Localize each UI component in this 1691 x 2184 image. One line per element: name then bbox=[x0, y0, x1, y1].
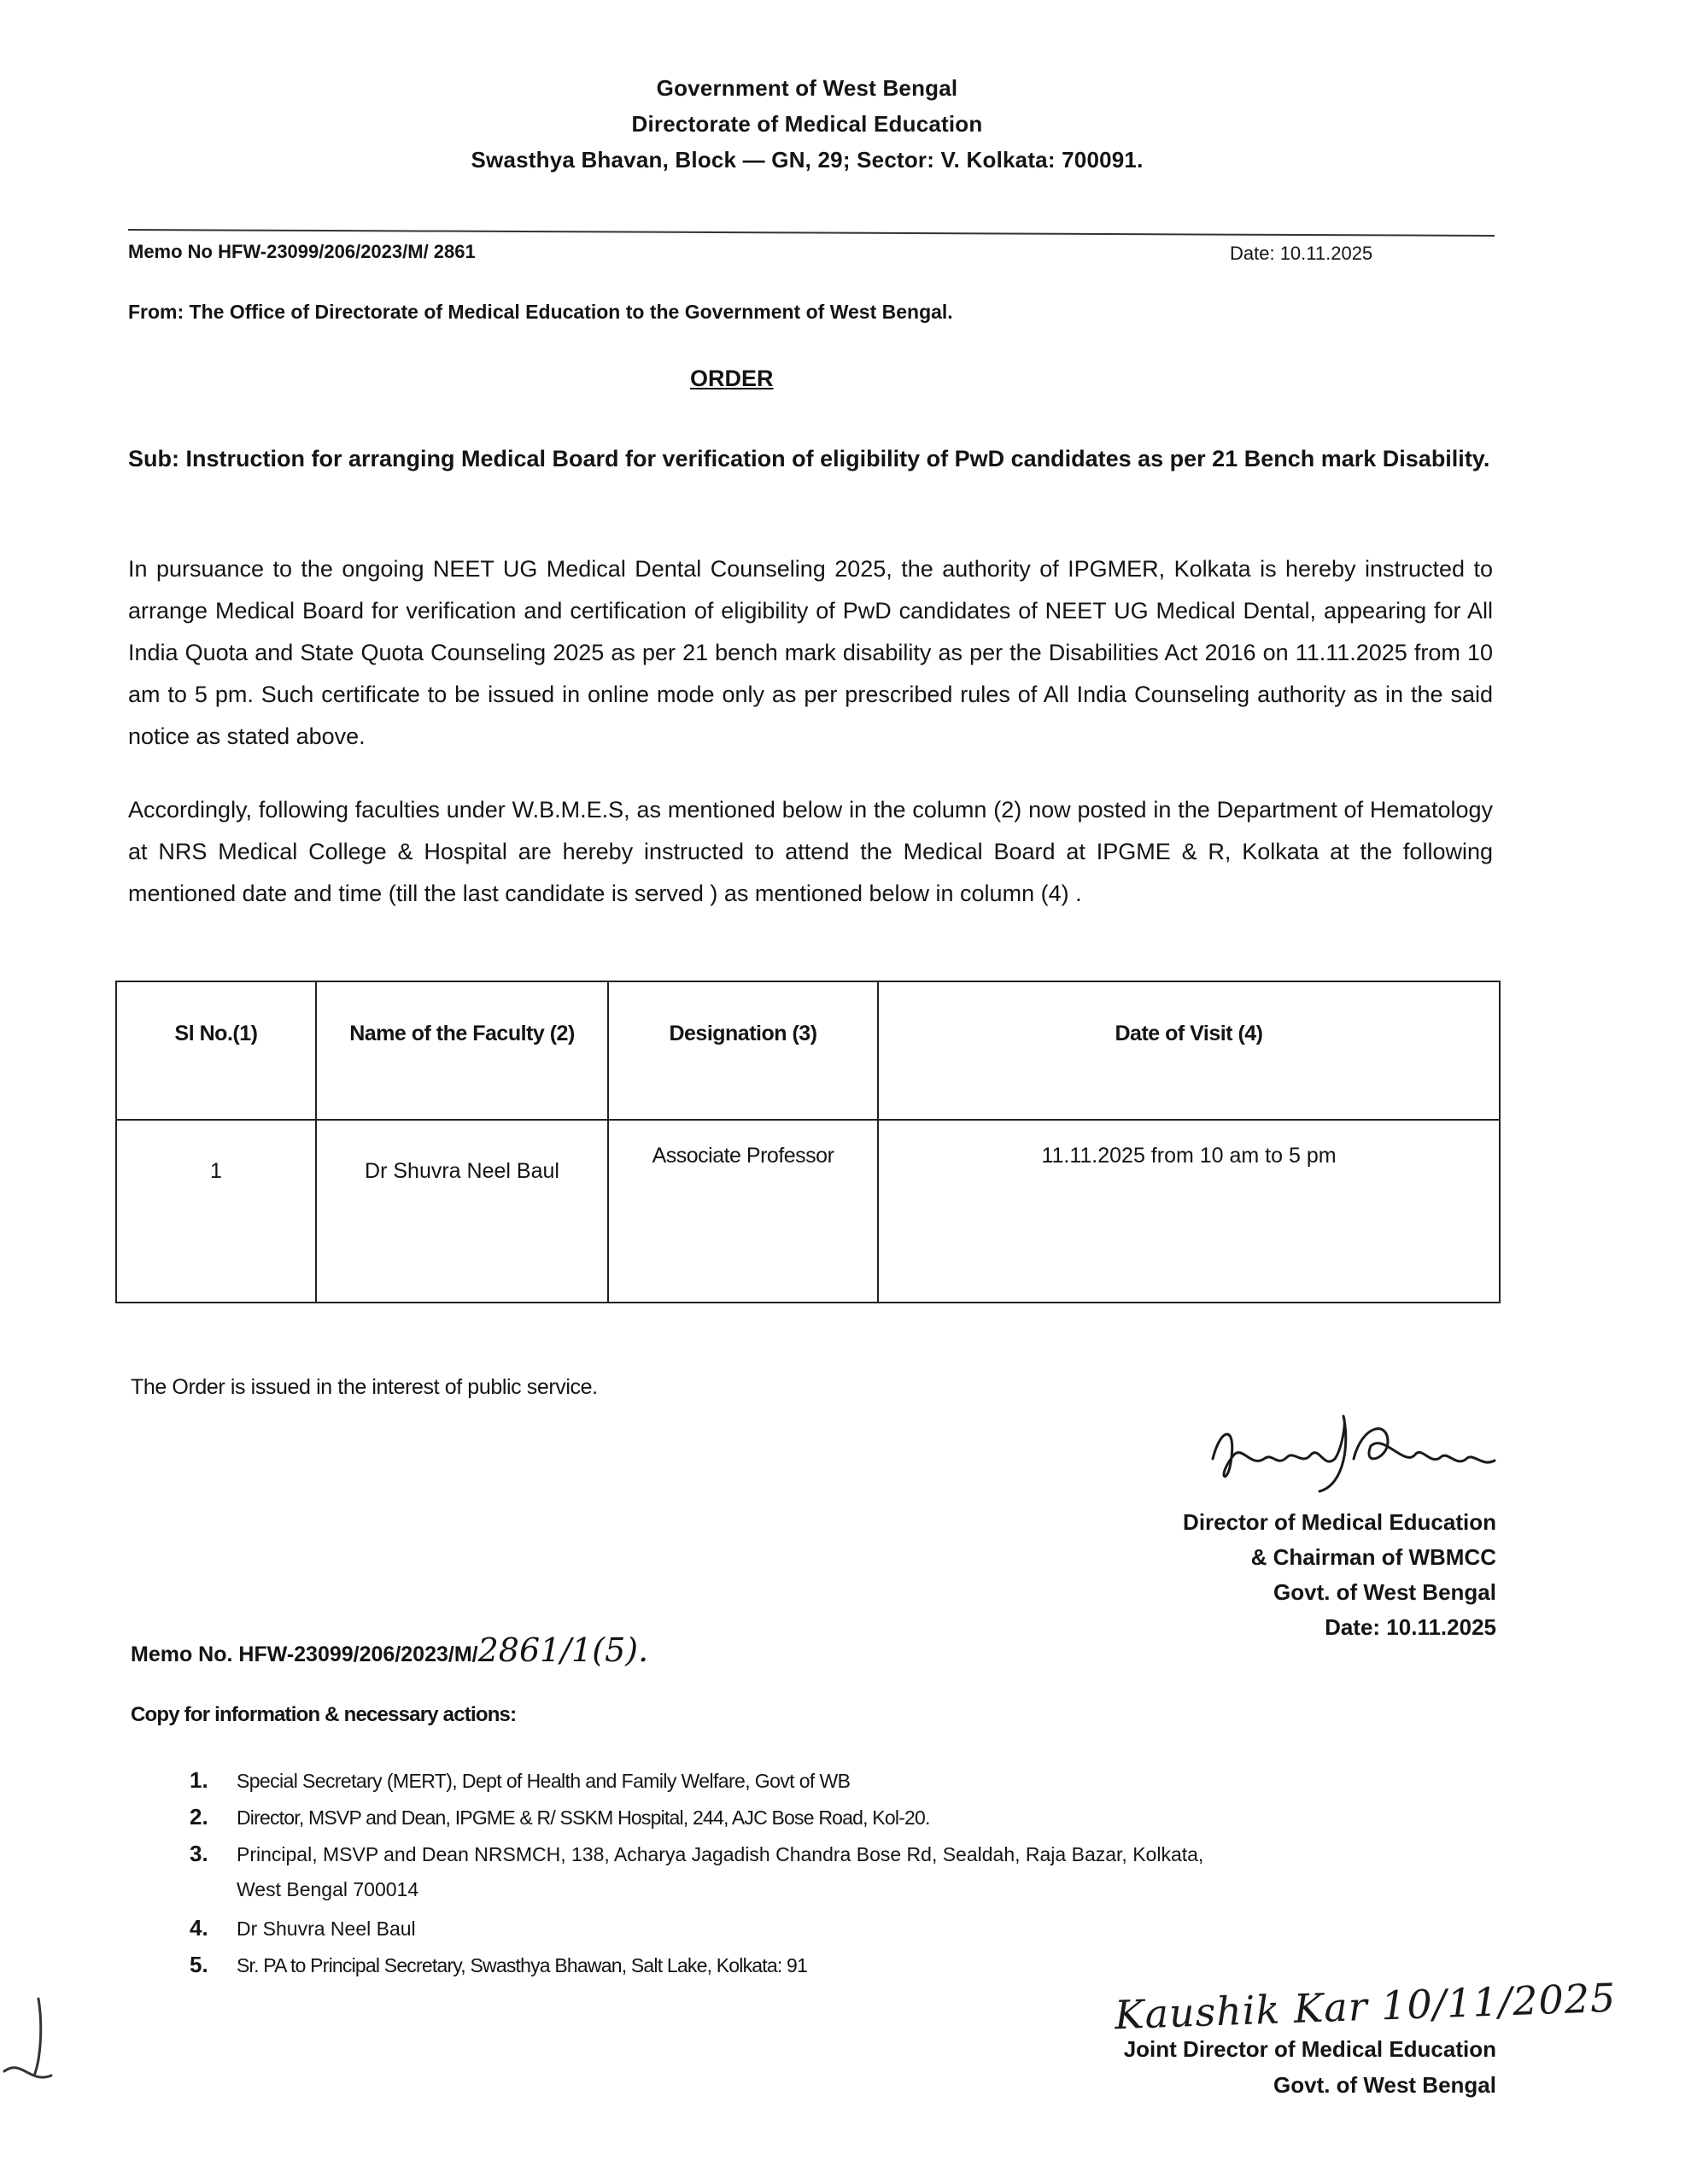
faculty-table bbox=[115, 981, 1501, 1303]
list-item: 2. Director, MSVP and Dean, IPGME & R/ SSKM Hospital, 244, AJC Bose Road, Kol-20. bbox=[190, 1804, 930, 1830]
memo2-handwritten-suffix: 2861/1(5). bbox=[477, 1631, 649, 1669]
memo2-line bbox=[131, 1631, 648, 1669]
col-header-designation: Designation (3) bbox=[608, 981, 878, 1120]
header-line-address: Swasthya Bhavan, Block — GN, 29; Sector: V. Kolkata: 700091. bbox=[471, 147, 1144, 173]
list-item: 4. Dr Shuvra Neel Baul bbox=[190, 1915, 416, 1941]
joint-director-signature: Kaushik Kar 10/11/2025 bbox=[1114, 1974, 1618, 2039]
header-line-government: Government of West Bengal bbox=[656, 75, 958, 101]
margin-mark bbox=[0, 1990, 77, 2093]
director-signature-block bbox=[1025, 1505, 1496, 1645]
memo-date: Date: 10.11.2025 bbox=[1230, 243, 1373, 264]
govt-title: Govt. of West Bengal bbox=[1273, 1579, 1496, 1605]
order-title: ORDER bbox=[690, 366, 774, 391]
public-service-line: The Order is issued in the interest of public service. bbox=[131, 1375, 598, 1399]
table-row bbox=[116, 1120, 1500, 1303]
col-header-sl-no: Sl No.(1) bbox=[116, 981, 316, 1120]
cell-date-of-visit: 11.11.2025 from 10 am to 5 pm bbox=[878, 1120, 1500, 1303]
col-header-date-of-visit: Date of Visit (4) bbox=[878, 981, 1500, 1120]
list-item: 3. Principal, MSVP and Dean NRSMCH, 138, Acharya Jagadish Chandra Bose Rd, Sealdah, Raja Bazar, Kolkata, bbox=[190, 1841, 1204, 1866]
chairman-title: & Chairman of WBMCC bbox=[1250, 1544, 1496, 1570]
cell-sl-no: 1 bbox=[116, 1120, 316, 1303]
list-item: 5. Sr. PA to Principal Secretary, Swasthya Bhawan, Salt Lake, Kolkata: 91 bbox=[190, 1952, 808, 1977]
director-title: Director of Medical Education bbox=[1183, 1509, 1496, 1535]
cell-designation: Associate Professor bbox=[608, 1120, 878, 1303]
signature-date: Date: 10.11.2025 bbox=[1325, 1614, 1496, 1640]
header-divider bbox=[128, 229, 1495, 237]
joint-director-govt: Govt. of West Bengal bbox=[1273, 2072, 1496, 2098]
subject-line: Sub: Instruction for arranging Medical Board for verification of eligibility of PwD candidates as per 21 Bench mark Disability. bbox=[128, 446, 1490, 471]
from-line: From: The Office of Directorate of Medical Education to the Government of West Bengal. bbox=[128, 301, 953, 323]
memo-number: Memo No HFW-23099/206/2023/M/ 2861 bbox=[128, 241, 476, 262]
director-signature bbox=[1191, 1408, 1533, 1502]
paragraph-accordingly: Accordingly, following faculties under W.B.M.E.S, as mentioned below in the column (2) now posted in the Department of Hematology at NRS Medical College & Hospital are hereby instructed to attend the Medical Board at IPGME & R, Kolkata at the following mentioned date and time (till the last candidate is served ) as mentioned below in column (4) . bbox=[128, 797, 1493, 906]
memo2-number: Memo No. HFW-23099/206/2023/M/ bbox=[131, 1642, 478, 1666]
cell-faculty-name: Dr Shuvra Neel Baul bbox=[316, 1120, 608, 1303]
list-item-continuation: West Bengal 700014 bbox=[237, 1878, 419, 1900]
table-header-row bbox=[116, 981, 1500, 1120]
list-item: 1. Special Secretary (MERT), Dept of Health and Family Welfare, Govt of WB bbox=[190, 1767, 851, 1793]
joint-director-title: Joint Director of Medical Education bbox=[1123, 2036, 1496, 2062]
joint-director-block bbox=[982, 2031, 1496, 2103]
paragraph-pursuance: In pursuance to the ongoing NEET UG Medical Dental Counseling 2025, the authority of IPGMER, Kolkata is hereby instructed to arrange Medical Board for verification and certification of eligibility of PwD candidates of NEET UG Medical Dental, appearing for All India Quota and State Quota Counseling 2025 as per 21 bench mark disability as per the Disabilities Act 2016 on 11.11.2025 from 10 am to 5 pm. Such certificate to be issued in online mode only as per prescribed rules of All India Counseling authority as in the said notice as stated above. bbox=[128, 556, 1493, 749]
copy-heading: Copy for information & necessary actions: bbox=[131, 1703, 517, 1726]
col-header-faculty-name: Name of the Faculty (2) bbox=[316, 981, 608, 1120]
header-line-directorate: Directorate of Medical Education bbox=[631, 111, 983, 137]
